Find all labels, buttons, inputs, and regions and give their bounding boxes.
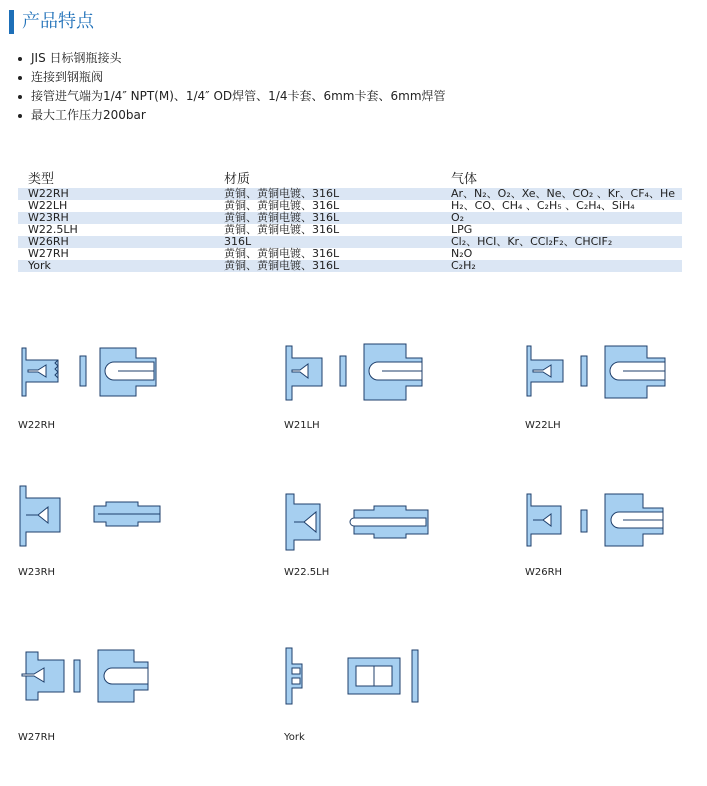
table-header-row xyxy=(18,172,682,188)
cell-gas: Ar、N₂、O₂、Xe、Ne、CO₂ 、Kr、CF₄、He xyxy=(441,188,682,200)
feature-item: JIS 日标钢瓶接头 xyxy=(16,49,446,68)
figure-label: W22LH xyxy=(525,420,561,431)
fitting-diagram-w21lh xyxy=(284,342,424,404)
cell-type: W23RH xyxy=(18,212,214,224)
fitting-diagram-w22lh xyxy=(525,342,675,404)
figure-label: W22RH xyxy=(18,420,56,431)
cell-type: W22RH xyxy=(18,188,214,200)
cell-type: W27RH xyxy=(28,247,69,260)
cell-type: W26RH xyxy=(18,236,214,248)
section-title: 产品特点 xyxy=(22,11,94,32)
figure-label: York xyxy=(284,732,305,743)
cell-type: York xyxy=(18,260,214,272)
figure-label: W21LH xyxy=(284,420,320,431)
cell-type: W22LH xyxy=(28,199,68,212)
cell-material: 黄铜、黄铜电镀、316L xyxy=(224,199,340,212)
cell-gas: LPG xyxy=(451,223,473,236)
fitting-diagram-w27rh xyxy=(18,648,168,704)
column-header-type: 类型 xyxy=(28,172,55,187)
feature-item: 连接到钢瓶阀 xyxy=(16,68,446,87)
fitting-diagram-w22-5lh xyxy=(284,492,434,552)
figure-label: W27RH xyxy=(18,732,56,743)
column-header-material: 材质 xyxy=(224,172,251,187)
figure-label: W23RH xyxy=(18,567,56,578)
cell-gas: H₂、CO、CH₄ 、C₂H₅ 、C₂H₄、SiH₄ xyxy=(451,199,635,212)
fitting-diagram-york xyxy=(284,646,424,706)
table-row xyxy=(18,248,682,260)
table-row xyxy=(18,212,682,224)
fitting-diagram-w23rh xyxy=(18,484,168,548)
cell-material: 黄铜、黄铜电镀、316L xyxy=(224,223,340,236)
cell-gas: N₂O xyxy=(451,247,473,260)
spec-table xyxy=(18,172,682,272)
figure-label: W26RH xyxy=(525,567,563,578)
table-row xyxy=(18,200,682,212)
cell-material: 316L xyxy=(214,236,441,248)
cell-material: 黄铜、黄铜电镀、316L xyxy=(214,188,441,200)
cell-material: 黄铜、黄铜电镀、316L xyxy=(214,212,441,224)
feature-item: 最大工作压力200bar xyxy=(16,106,446,125)
title-accent-bar xyxy=(9,10,14,34)
cell-gas: Cl₂、HCI、Kr、CCl₂F₂、CHCIF₂ xyxy=(441,236,682,248)
cell-gas: C₂H₂ xyxy=(441,260,682,272)
feature-item: 接管进气端为1/4″ NPT(M)、1/4″ OD焊管、1/4卡套、6mm卡套、6mm焊管 xyxy=(16,87,446,106)
cell-type: W22.5LH xyxy=(28,223,78,236)
feature-list xyxy=(16,49,446,125)
fitting-diagram-w22rh xyxy=(18,342,168,404)
column-header-gas: 气体 xyxy=(451,172,478,187)
cell-gas: O₂ xyxy=(441,212,682,224)
table-row xyxy=(18,260,682,272)
fitting-diagram-w26rh xyxy=(525,490,675,550)
figure-label: W22.5LH xyxy=(284,567,330,578)
cell-material: 黄铜、黄铜电镀、316L xyxy=(224,247,340,260)
cell-material: 黄铜、黄铜电镀、316L xyxy=(214,260,441,272)
table-row xyxy=(18,236,682,248)
